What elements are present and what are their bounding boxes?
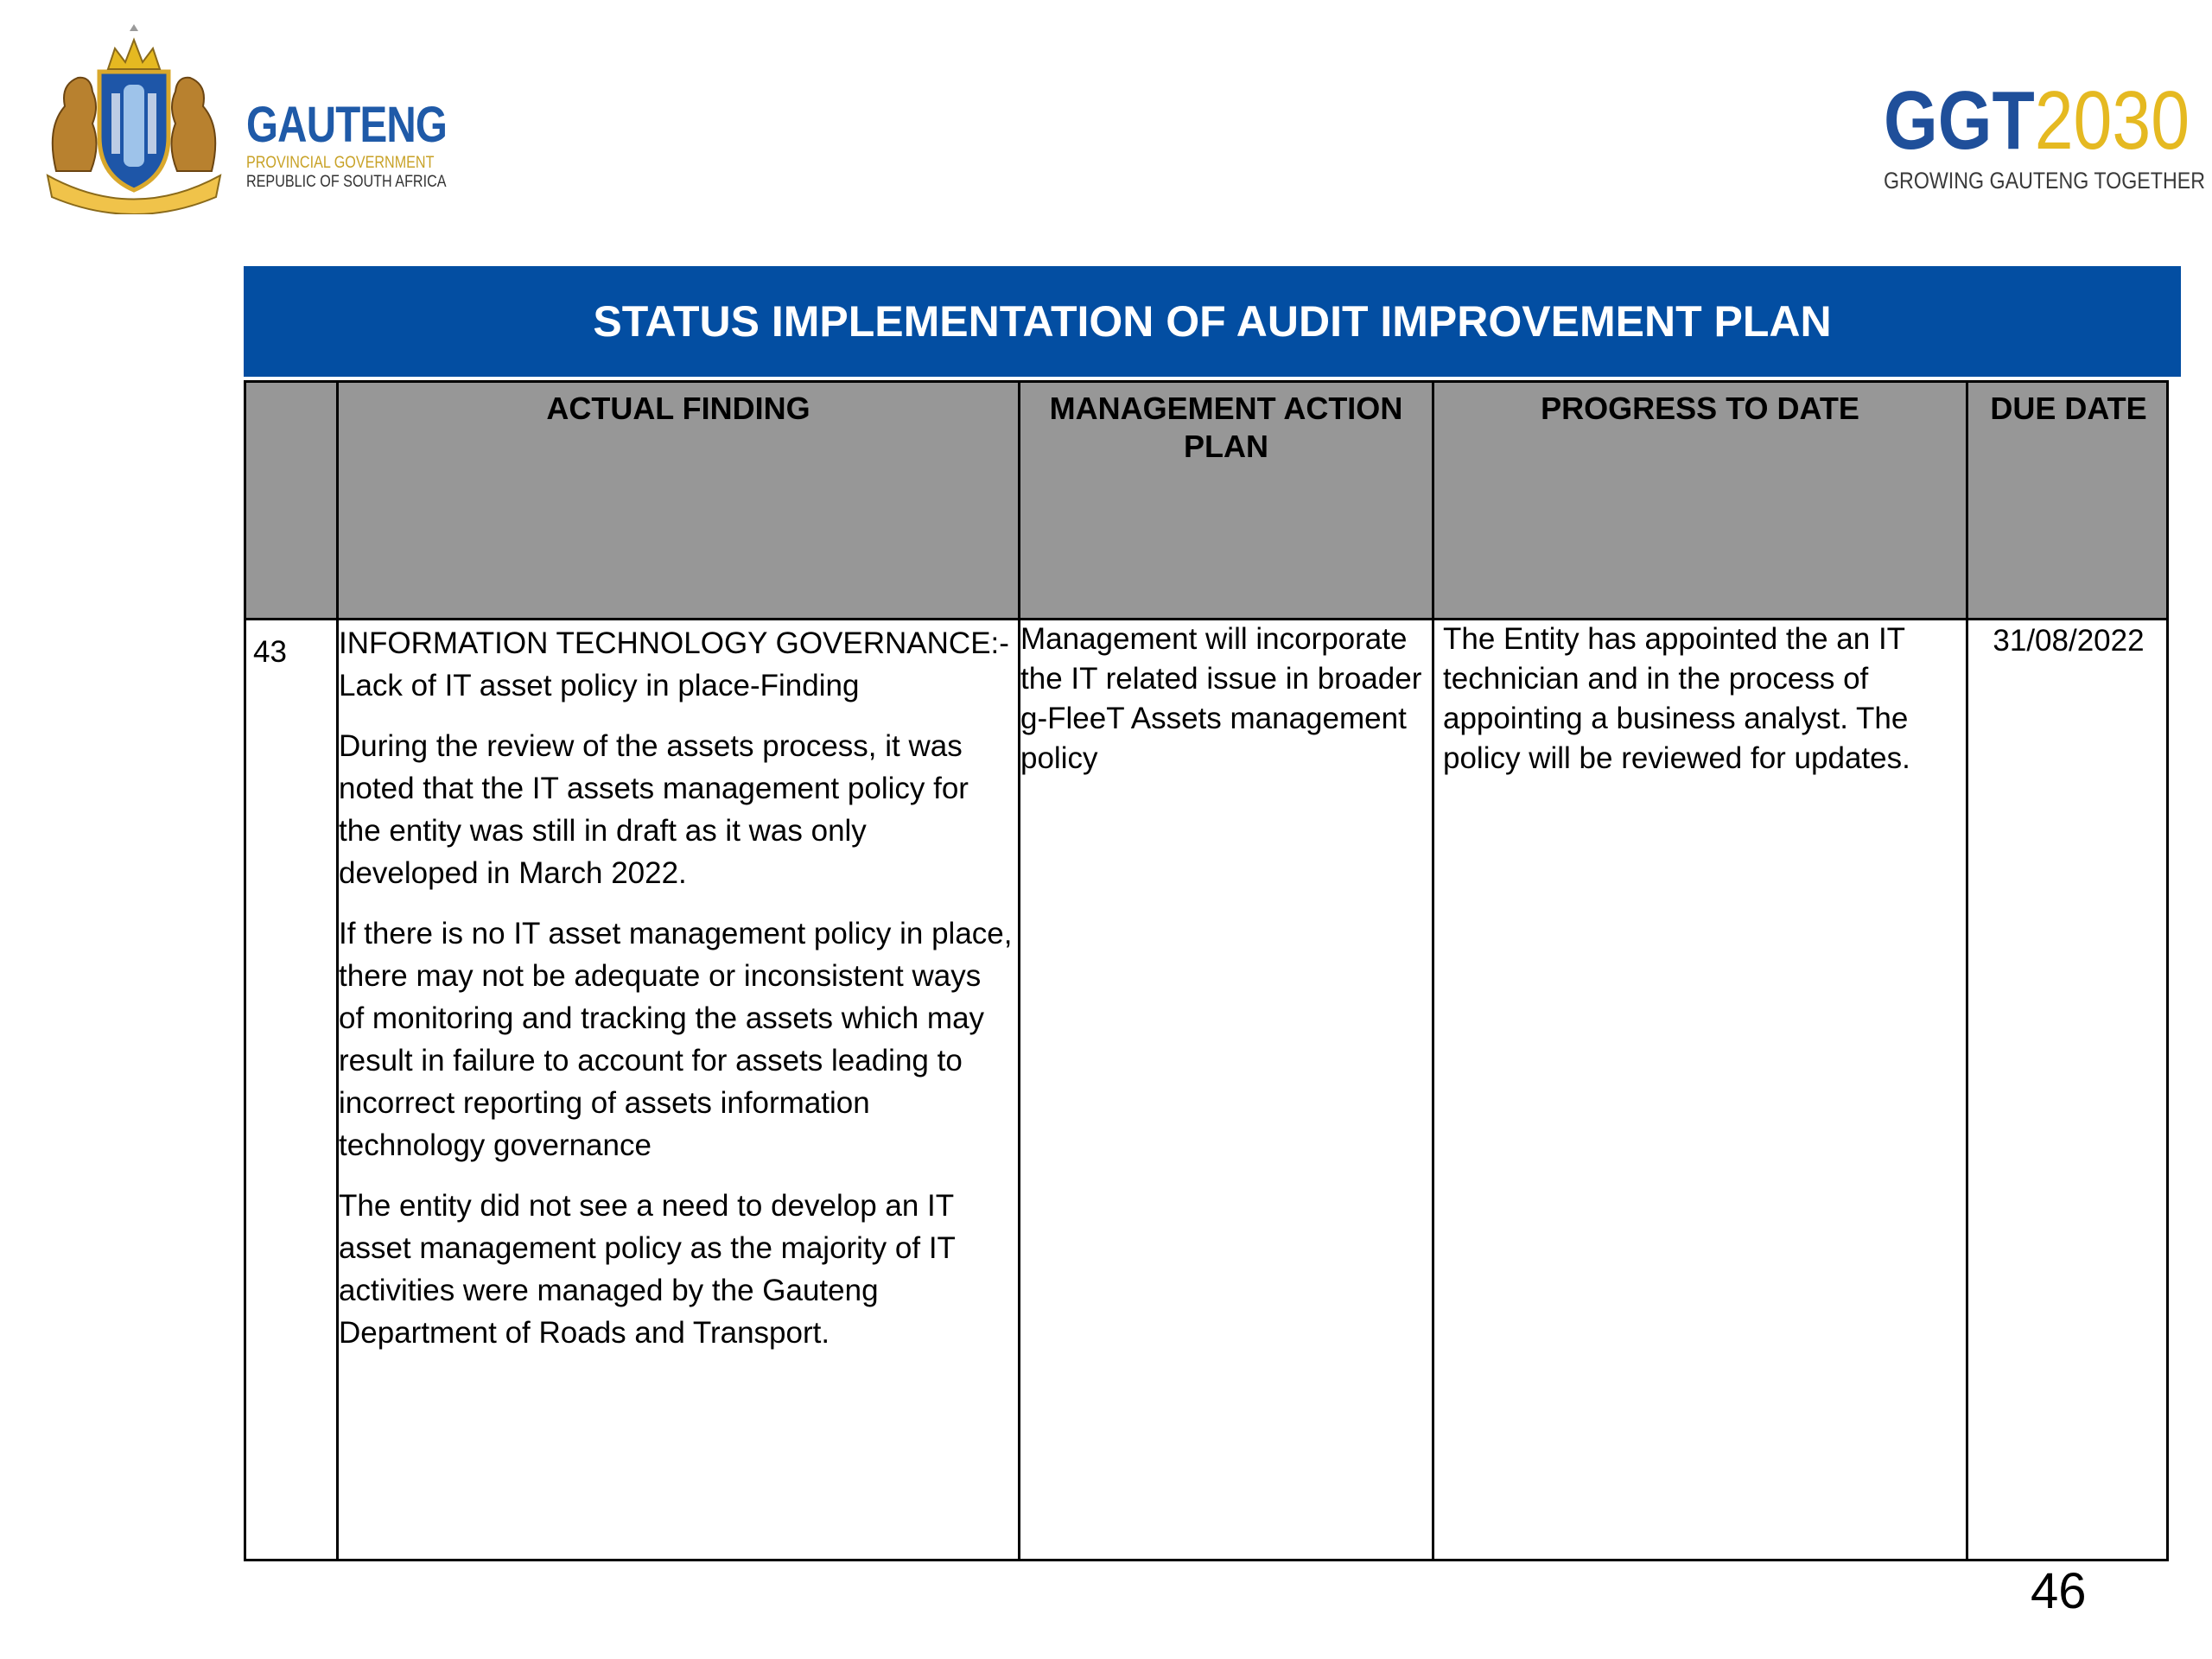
row-number: 43: [253, 635, 287, 669]
ggt-logo-part1: GGT: [1884, 74, 2035, 167]
ggt-tagline: GROWING GAUTENG TOGETHER: [1884, 168, 2205, 194]
finding-paragraph: The entity did not see a need to develop an IT asset management policy as the majority of IT activities were managed by the Gauteng Department of Roads and Transport.: [339, 1189, 956, 1350]
gauteng-coat-of-arms-icon: [39, 24, 229, 214]
page-number: 46: [2031, 1563, 2087, 1619]
ggt-logo-part2: 2030: [2034, 74, 2190, 167]
actual-finding-cell: [339, 622, 1013, 1372]
due-date-cell: 31/08/2022: [1993, 624, 2145, 658]
page-title: STATUS IMPLEMENTATION OF AUDIT IMPROVEMENT PLAN: [244, 266, 2181, 377]
column-divider: [1018, 383, 1020, 1559]
management-action-plan-cell: Management will incorporate the IT related issue in broader g-FleeT Assets management policy: [1020, 622, 1422, 775]
header-management-action-plan: MANAGEMENT ACTION PLAN: [1049, 391, 1403, 464]
gauteng-subtitle: PROVINCIAL GOVERNMENT: [246, 154, 435, 172]
finding-paragraph: During the review of the assets process, it was noted that the IT assets management policy for the entity was still in draft as it was only developed in March 2022.: [339, 729, 969, 890]
gauteng-logo: [39, 24, 448, 214]
ggt2030-logo: [1884, 74, 2205, 200]
audit-plan-table: [244, 380, 2169, 1561]
header-progress-to-date: PROGRESS TO DATE: [1541, 391, 1859, 426]
gauteng-country: REPUBLIC OF SOUTH AFRICA: [246, 173, 447, 191]
finding-paragraph: If there is no IT asset management policy in place, there may not be adequate or inconsistent ways of monitoring and tracking the assets which may result in failure to account for assets leading to incorrect reporting of assets information technology governance: [339, 917, 1013, 1162]
progress-to-date-cell: The Entity has appointed the an IT technician and in the process of appointing a business analyst. The policy will be reviewed for updates.: [1443, 622, 1910, 775]
column-divider: [1966, 383, 1968, 1559]
gauteng-name: GAUTENG: [246, 97, 448, 153]
finding-paragraph: INFORMATION TECHNOLOGY GOVERNANCE:-Lack of IT asset policy in place-Finding: [339, 626, 1009, 702]
column-divider: [1432, 383, 1434, 1559]
header-due-date: DUE DATE: [1990, 391, 2147, 426]
header-actual-finding: ACTUAL FINDING: [546, 391, 810, 426]
